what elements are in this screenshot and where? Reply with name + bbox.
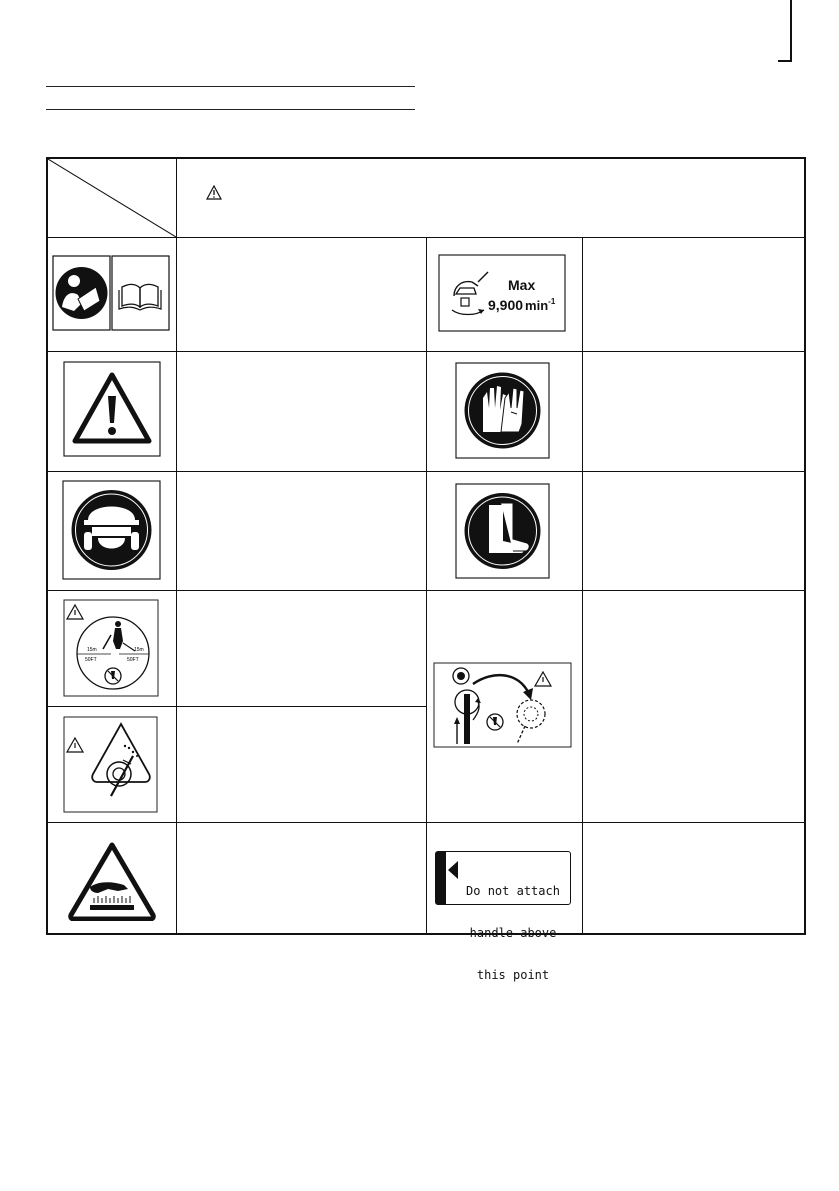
flying-debris-warning-icon — [63, 716, 158, 813]
wear-boots-icon — [455, 483, 550, 579]
read-manual-icon — [52, 255, 170, 331]
col-divider-1 — [176, 159, 177, 935]
svg-text:50FT: 50FT — [127, 657, 139, 663]
arrow-left-icon — [448, 861, 458, 879]
lock-handle-before-rotation-icon — [433, 662, 572, 748]
col-divider-3 — [582, 237, 583, 935]
title-rule-bottom — [46, 109, 415, 110]
row-divider-4a — [48, 706, 426, 707]
svg-text:50FT: 50FT — [85, 657, 97, 663]
row-divider-2 — [48, 471, 806, 472]
wear-gloves-icon — [455, 362, 550, 459]
row-divider-3 — [48, 590, 806, 591]
max-speed-label-icon — [438, 254, 566, 332]
label-bar — [436, 852, 446, 904]
col-divider-2 — [426, 237, 427, 935]
wear-head-eye-ear-protection-icon — [62, 480, 161, 580]
svg-text:15m: 15m — [134, 647, 144, 653]
keep-distance-icon — [63, 599, 159, 697]
svg-text:9,900min-1: 9,900 $\min^{-1}$ — [488, 297, 556, 313]
page-corner-mark — [778, 0, 792, 62]
row-divider-header — [48, 237, 806, 238]
row-divider-1 — [48, 351, 806, 352]
general-warning-icon — [63, 361, 161, 457]
handle-label-line1: Do not attach — [466, 884, 560, 898]
svg-text:15m: 15m — [87, 647, 97, 653]
handle-label-line2: handle above — [469, 926, 557, 940]
handle-label-line3: this point — [476, 968, 550, 982]
header-diagonal — [48, 159, 176, 237]
row-divider-5 — [48, 822, 806, 823]
hot-surface-icon — [68, 841, 156, 921]
svg-text:Max: Max — [508, 277, 536, 293]
title-rule-top — [46, 86, 415, 87]
handle-position-label-icon — [435, 851, 571, 982]
warning-triangle-icon — [206, 185, 222, 200]
